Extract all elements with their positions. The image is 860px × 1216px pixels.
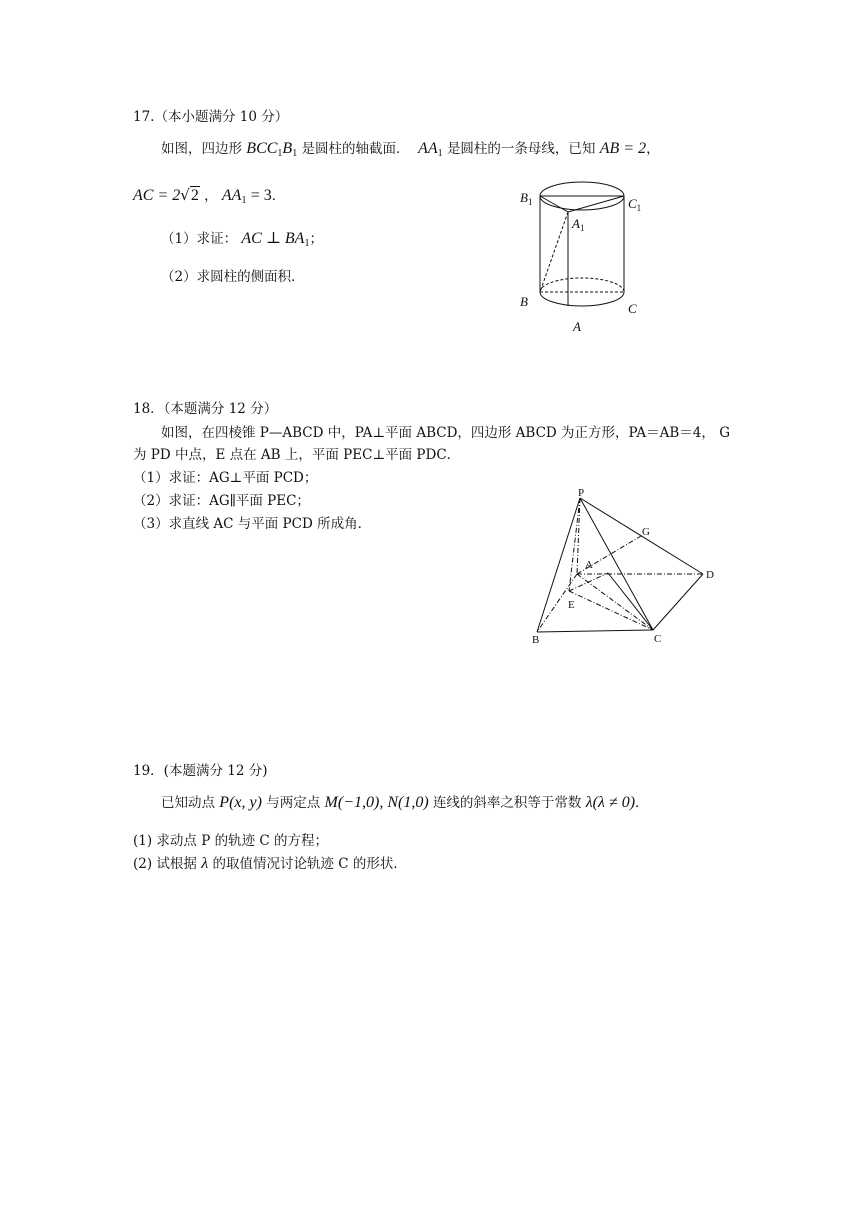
q18-part3: （3）求直线 AC 与平面 PCD 所成角．: [133, 516, 372, 532]
q17-part2: （2）求圆柱的侧面积．: [161, 269, 305, 285]
pyramid-figure: [520, 485, 730, 650]
label-a1: $A_1$: [572, 216, 585, 233]
q19-part1: (1) 求动点 P 的轨迹 C 的方程；: [133, 833, 328, 849]
q19-header: 19．(本题满分 12 分): [133, 763, 268, 779]
q18-header: 18．（本题满分 12 分）: [133, 401, 278, 417]
label-c1: $C_1$: [628, 196, 642, 213]
label-b1: $B_1$: [520, 190, 533, 207]
q18-line1: 如图，在四棱锥 P—ABCD 中，PA⊥平面 ABCD，四边形 ABCD 为正方形，PA＝AB＝4， G: [161, 425, 730, 441]
q18-part1: （1）求证：AG⊥平面 PCD；: [133, 470, 318, 486]
q18-part2: （2）求证：AG∥平面 PEC；: [133, 493, 310, 509]
label-b-pyr: B: [532, 634, 540, 646]
q17-header: 17.（本小题满分 10 分）: [133, 109, 289, 125]
sqrt-sign: √: [180, 186, 190, 204]
q17-part1: （1）求证： AC ⊥ $BA_1$；: [161, 230, 323, 249]
label-a-pyr: A: [585, 559, 593, 571]
radicand: 2: [190, 187, 199, 204]
generatrix-label: $AA_1$: [418, 140, 443, 159]
given-ac: AC = 2: [133, 187, 181, 204]
q17-given-line: AC = 2√2 ， $AA_1 = 3$．: [133, 186, 286, 206]
q19-part2: (2) 试根据 λ 的取值情况讨论轨迹 C 的形状．: [133, 855, 407, 872]
label-d: D: [706, 569, 714, 581]
fixed-points: M(−1,0), N(1,0): [324, 794, 429, 811]
label-p: P: [578, 487, 585, 499]
label-a: A: [573, 319, 581, 334]
label-g: G: [642, 526, 650, 538]
q17-intro-line: 如图，四边形 $BCC_1B_1$ 是圆柱的轴截面． $AA_1$ 是圆柱的一条母线，已知 AB = 2，: [161, 140, 660, 159]
label-c-pyr: C: [654, 633, 662, 645]
q19-line1: 已知动点 P(x, y) 与两定点 M(−1,0), N(1,0) 连线的斜率之积等于常数 λ(λ ≠ 0)．: [161, 794, 649, 811]
lambda-constant: λ(λ ≠ 0): [585, 794, 636, 811]
label-b: B: [520, 294, 528, 309]
cylinder-figure: [510, 176, 660, 340]
label-c: C: [628, 301, 637, 316]
given-ab: AB = 2: [599, 140, 647, 157]
label-e: E: [568, 599, 575, 611]
point-p: P(x, y): [219, 794, 262, 811]
quad-label: $BCC_1B_1$: [246, 140, 298, 159]
q18-line2: 为 PD 中点，E 点在 AB 上，平面 PEC⊥平面 PDC．: [133, 447, 461, 463]
given-aa1: = 3: [250, 187, 272, 204]
